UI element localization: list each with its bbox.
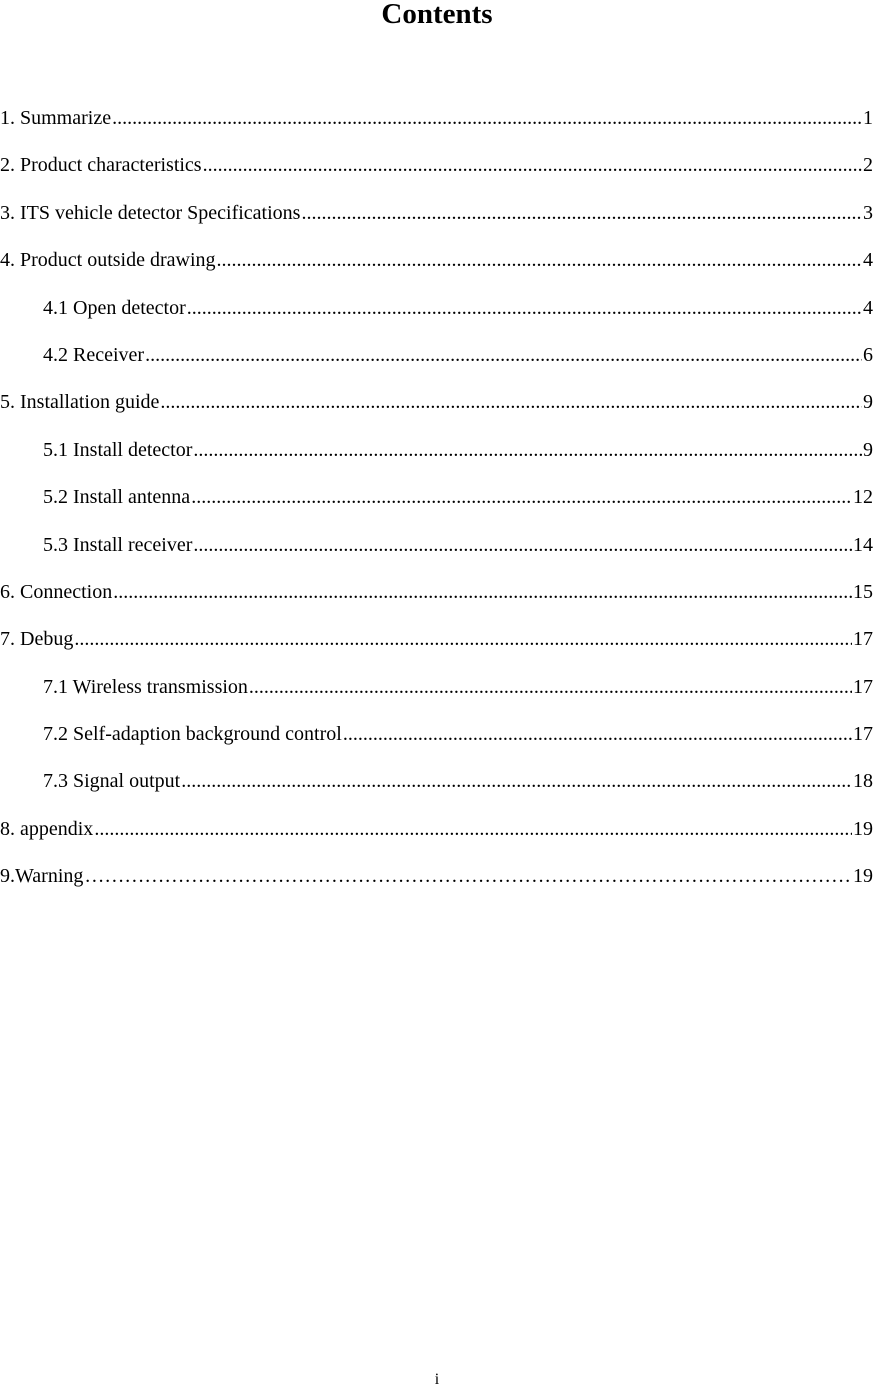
toc-entry-label: 7.1 Wireless transmission [43, 675, 248, 698]
toc-entry-label: 4. Product outside drawing [0, 249, 216, 272]
toc-entry-page: 19 [853, 817, 873, 840]
toc-entry-appendix[interactable] [0, 818, 874, 865]
toc-entry-page: 4 [863, 296, 873, 319]
toc-entry-label: 5. Installation guide [0, 391, 160, 414]
toc-entry-page: 18 [853, 770, 873, 793]
toc-entry-debug[interactable] [0, 628, 874, 675]
toc-dot-leader [112, 107, 862, 130]
page-number: i [434, 1371, 440, 1388]
toc-entry-page: 17 [853, 723, 873, 746]
toc-entry-label: 7.3 Signal output [43, 770, 181, 793]
toc-entry-page: 3 [863, 201, 873, 224]
toc-entry-label: 4.2 Receiver [43, 343, 145, 366]
toc-entry-warning[interactable] [0, 865, 874, 912]
toc-entry-page: 1 [863, 107, 873, 129]
toc-dot-leader [181, 770, 852, 793]
toc-entry-label: 2. Product characteristics [0, 154, 202, 177]
toc-dot-leader [193, 439, 862, 462]
page-title: Contents [381, 0, 493, 30]
toc-entry-label: 4.1 Open detector [43, 296, 186, 319]
toc-entry-label: 7. Debug [0, 628, 74, 651]
toc-dot-leader [145, 344, 862, 367]
toc-entry-install-receiver[interactable] [0, 534, 874, 581]
toc-entry-page: 17 [853, 675, 873, 698]
toc-dot-leader [74, 628, 852, 651]
toc-dot-leader [84, 865, 852, 888]
toc-entry-receiver[interactable] [0, 344, 874, 391]
toc-dot-leader [343, 723, 852, 746]
toc-entry-label: 5.2 Install antenna [43, 486, 191, 509]
toc-dot-leader [217, 249, 862, 272]
toc-entry-outside-drawing[interactable] [0, 249, 874, 296]
toc-entry-product-characteristics[interactable] [0, 154, 874, 201]
toc-entry-install-detector[interactable] [0, 439, 874, 486]
toc-entry-page: 12 [853, 486, 873, 509]
toc-entry-signal-output[interactable] [0, 770, 874, 817]
toc-entry-page: 9 [863, 438, 873, 461]
toc-dot-leader [94, 818, 852, 841]
toc-entry-install-antenna[interactable] [0, 486, 874, 533]
toc-entry-label: 5.1 Install detector [43, 438, 193, 461]
toc-entry-page: 17 [853, 628, 873, 651]
toc-entry-open-detector[interactable] [0, 297, 874, 344]
toc-dot-leader [193, 534, 852, 557]
toc-dot-leader [187, 297, 862, 320]
toc-entry-background-control[interactable] [0, 723, 874, 770]
toc-dot-leader [160, 391, 862, 414]
toc-entry-label: 5.3 Install receiver [43, 533, 193, 556]
toc-entry-connection[interactable] [0, 581, 874, 628]
toc-entry-page: 14 [853, 533, 873, 556]
toc-entry-page: 19 [853, 865, 873, 888]
toc-dot-leader [113, 581, 852, 604]
toc-dot-leader [203, 154, 862, 177]
toc-entry-page: 6 [863, 343, 873, 366]
toc-entry-page: 9 [863, 391, 873, 414]
toc-entry-specifications[interactable] [0, 202, 874, 249]
toc-entry-label: 3. ITS vehicle detector Specifications [0, 201, 301, 224]
toc-entry-label: 8. appendix [0, 817, 94, 840]
toc-entry-label: 1. Summarize [0, 107, 112, 129]
toc-entry-summarize[interactable] [0, 107, 874, 154]
table-of-contents [0, 107, 874, 913]
toc-dot-leader [249, 676, 852, 699]
toc-entry-installation-guide[interactable] [0, 391, 874, 438]
toc-entry-wireless-transmission[interactable] [0, 676, 874, 723]
toc-entry-label: 9.Warning [0, 865, 84, 888]
toc-entry-page: 15 [853, 580, 873, 603]
toc-entry-label: 7.2 Self-adaption background control [43, 723, 342, 746]
toc-entry-label: 6. Connection [0, 580, 113, 603]
toc-entry-page: 2 [863, 154, 873, 177]
toc-entry-page: 4 [863, 249, 873, 272]
toc-dot-leader [301, 202, 862, 225]
toc-dot-leader [191, 486, 852, 509]
